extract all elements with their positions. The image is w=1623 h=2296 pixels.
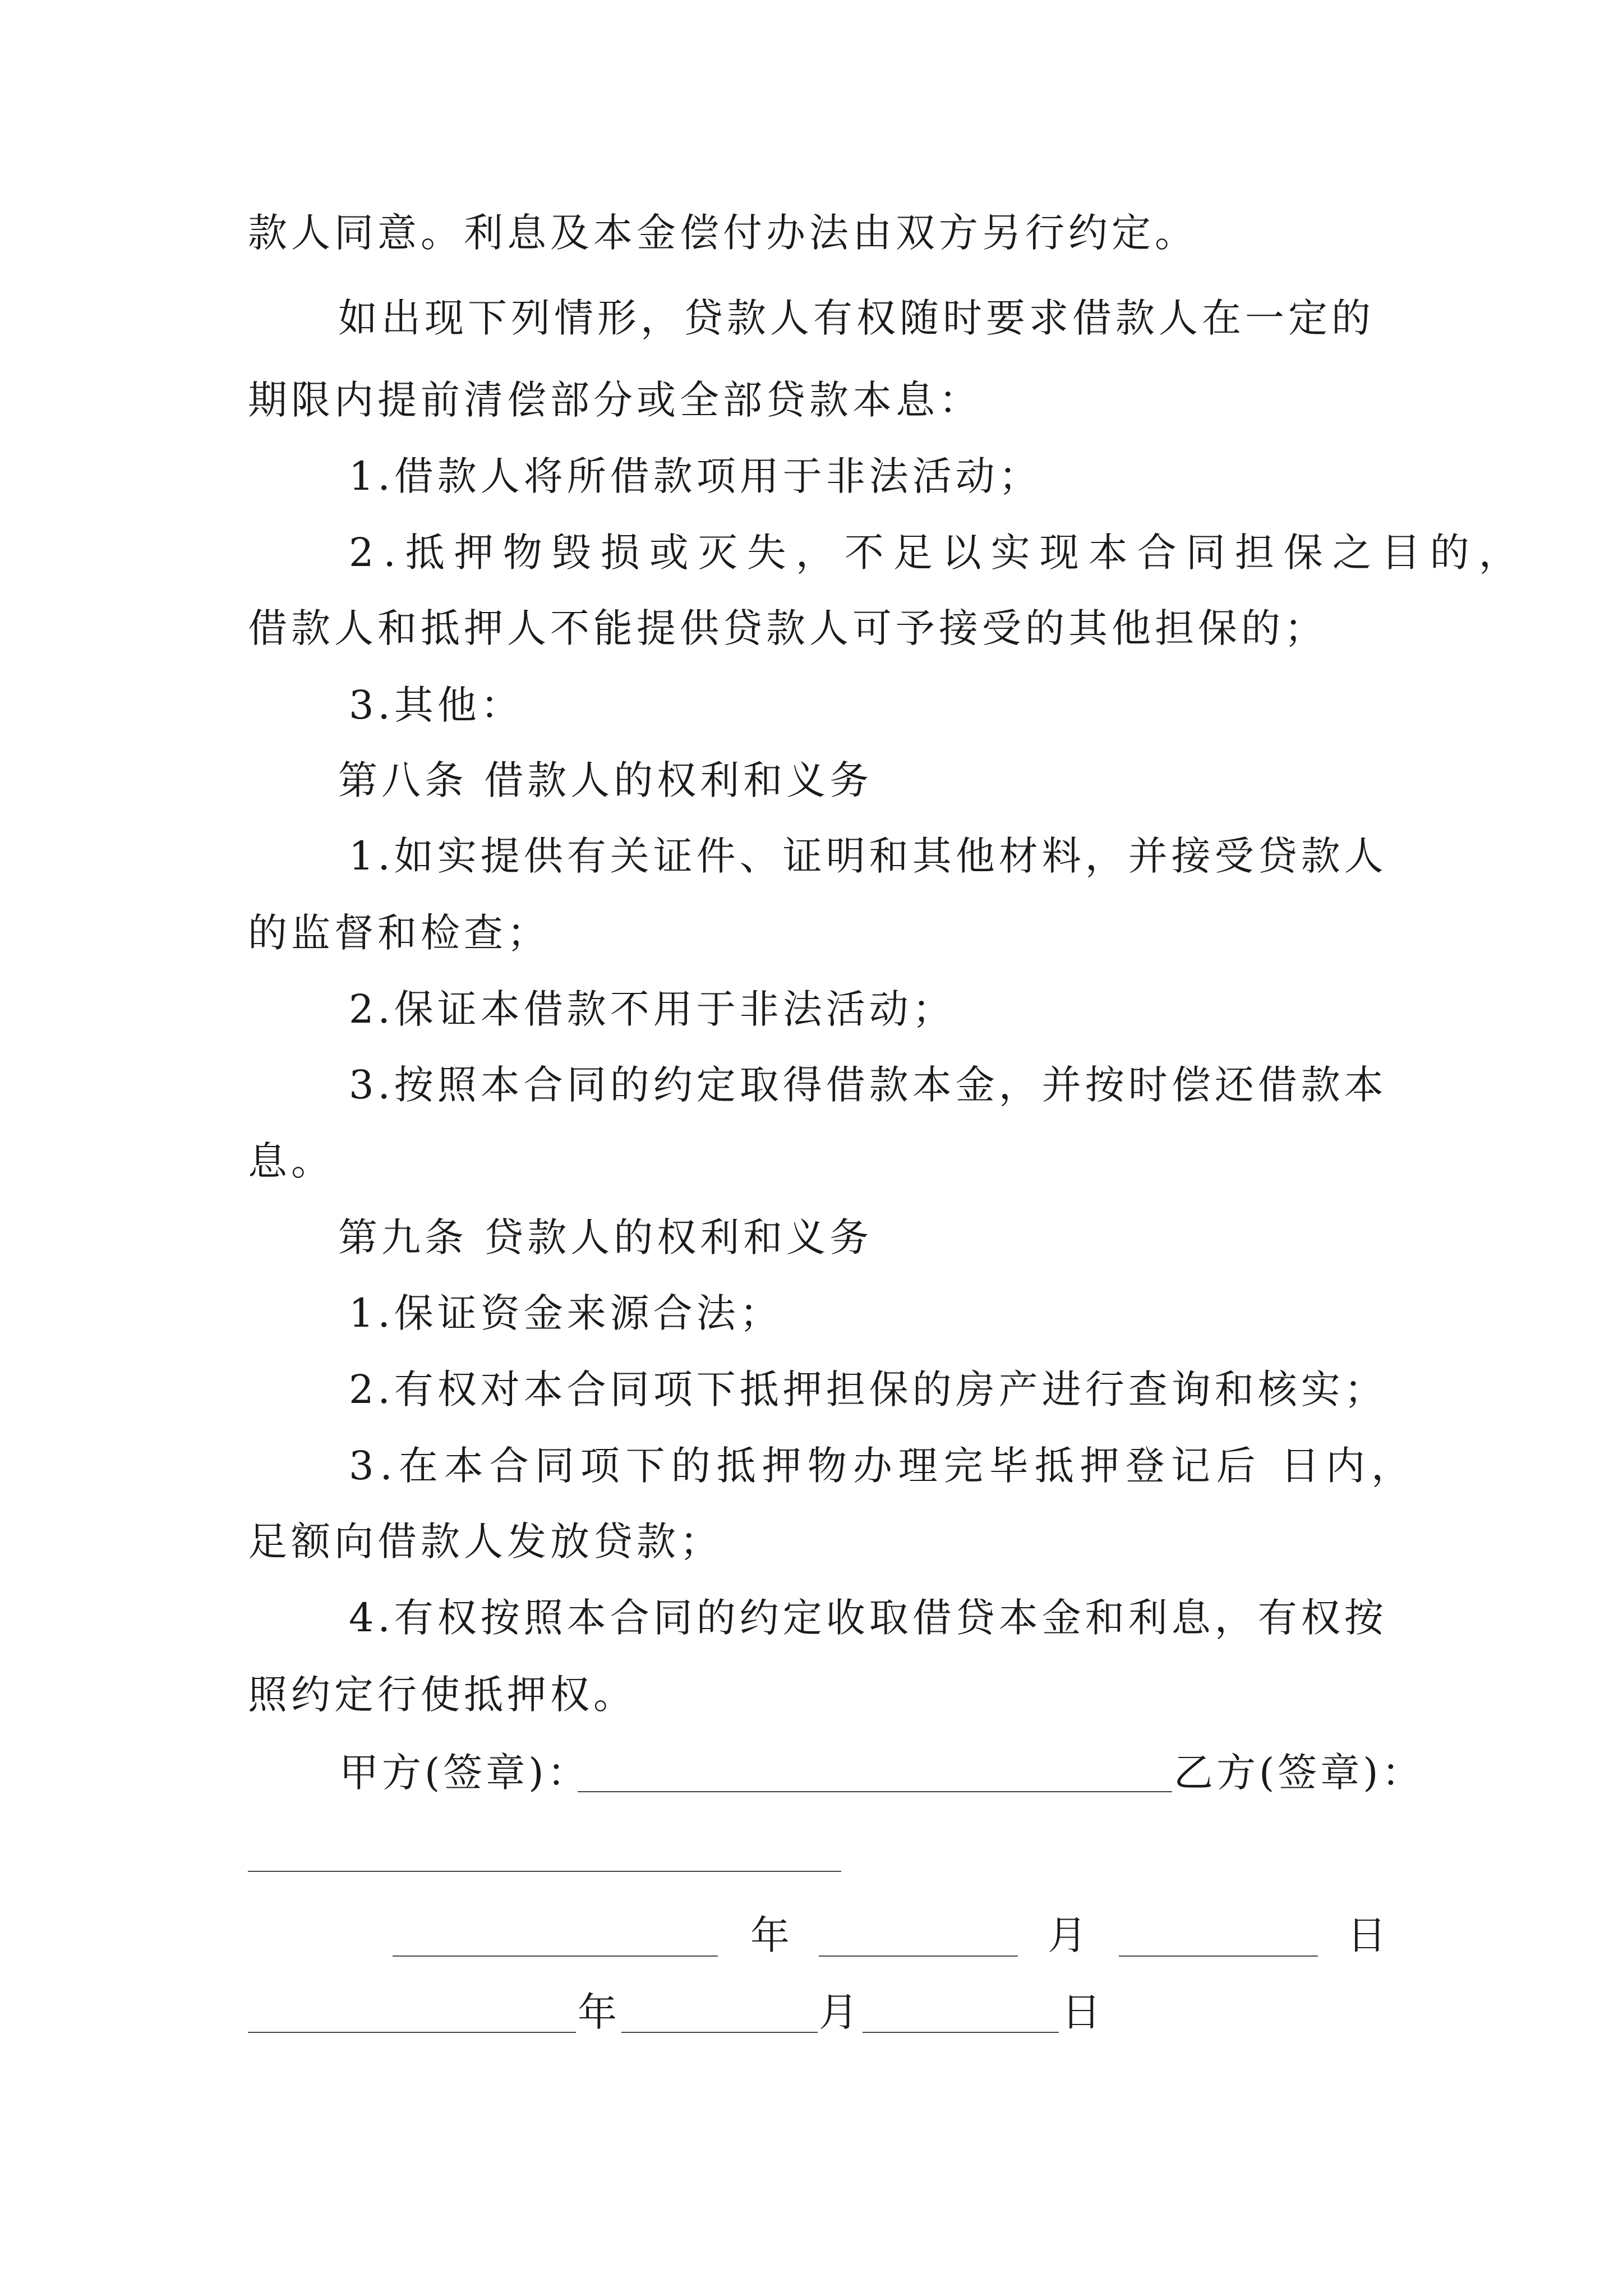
article-heading: 第九条 贷款人的权利和义务 (338, 1214, 873, 1260)
article-heading: 第八条 借款人的权利和义务 (338, 757, 873, 803)
list-item: 1.借款人将所借款项用于非法活动； (349, 453, 1042, 499)
date-year-blank (248, 2032, 576, 2033)
paragraph-line: 照约定行使抵押权。 (248, 1672, 637, 1718)
date-day-blank (1119, 1955, 1318, 1957)
list-item: 2.保证本借款不用于非法活动； (349, 986, 956, 1032)
list-item: 2.抵押物毁损或灭失，不足以实现本合同担保之目的， (349, 530, 1528, 576)
party-b-signature-blank (248, 1871, 841, 1872)
paragraph-line: 期限内提前清偿部分或全部贷款本息： (248, 377, 982, 423)
list-item: 3.其他： (349, 682, 524, 728)
date-month-label: 月 (819, 1989, 858, 2035)
party-a-signature-blank (578, 1791, 1172, 1792)
list-item: 3.按照本合同的约定取得借款本金，并按时偿还借款本 (349, 1062, 1387, 1108)
list-item: 1.保证资金来源合法； (349, 1290, 783, 1336)
date-year-label: 年 (750, 1912, 790, 1958)
list-item: 1.如实提供有关证件、证明和其他材料，并接受贷款人 (349, 833, 1387, 879)
list-item: 4.有权按照本合同的约定收取借贷本金和利息，有权按 (349, 1595, 1387, 1641)
paragraph-line: 款人同意。利息及本金偿付办法由双方另行约定。 (248, 210, 1198, 256)
date-day-label: 日 (1347, 1912, 1386, 1958)
paragraph-line: 如出现下列情形，贷款人有权随时要求借款人在一定的 (338, 295, 1375, 341)
date-day-blank (863, 2032, 1059, 2033)
paragraph-line: 足额向借款人发放贷款； (248, 1519, 723, 1565)
date-day-label: 日 (1062, 1989, 1101, 2035)
paragraph-line: 的监督和检查； (248, 910, 550, 956)
date-month-label: 月 (1048, 1912, 1087, 1958)
list-item: 3.在本合同项下的抵押物办理完毕抵押登记后 日内， (349, 1443, 1417, 1489)
party-b-signature-label: 乙方(签章)： (1174, 1750, 1424, 1796)
date-month-blank (819, 1955, 1018, 1957)
paragraph-line: 借款人和抵押人不能提供贷款人可予接受的其他担保的； (248, 605, 1327, 651)
date-year-blank (393, 1955, 718, 1957)
date-year-label: 年 (578, 1989, 617, 2035)
list-item: 2.有权对本合同项下抵押担保的房产进行查询和核实； (349, 1366, 1387, 1412)
paragraph-line: 息。 (248, 1138, 334, 1184)
party-a-signature-label: 甲方(签章)： (339, 1750, 590, 1796)
date-month-blank (621, 2032, 818, 2033)
